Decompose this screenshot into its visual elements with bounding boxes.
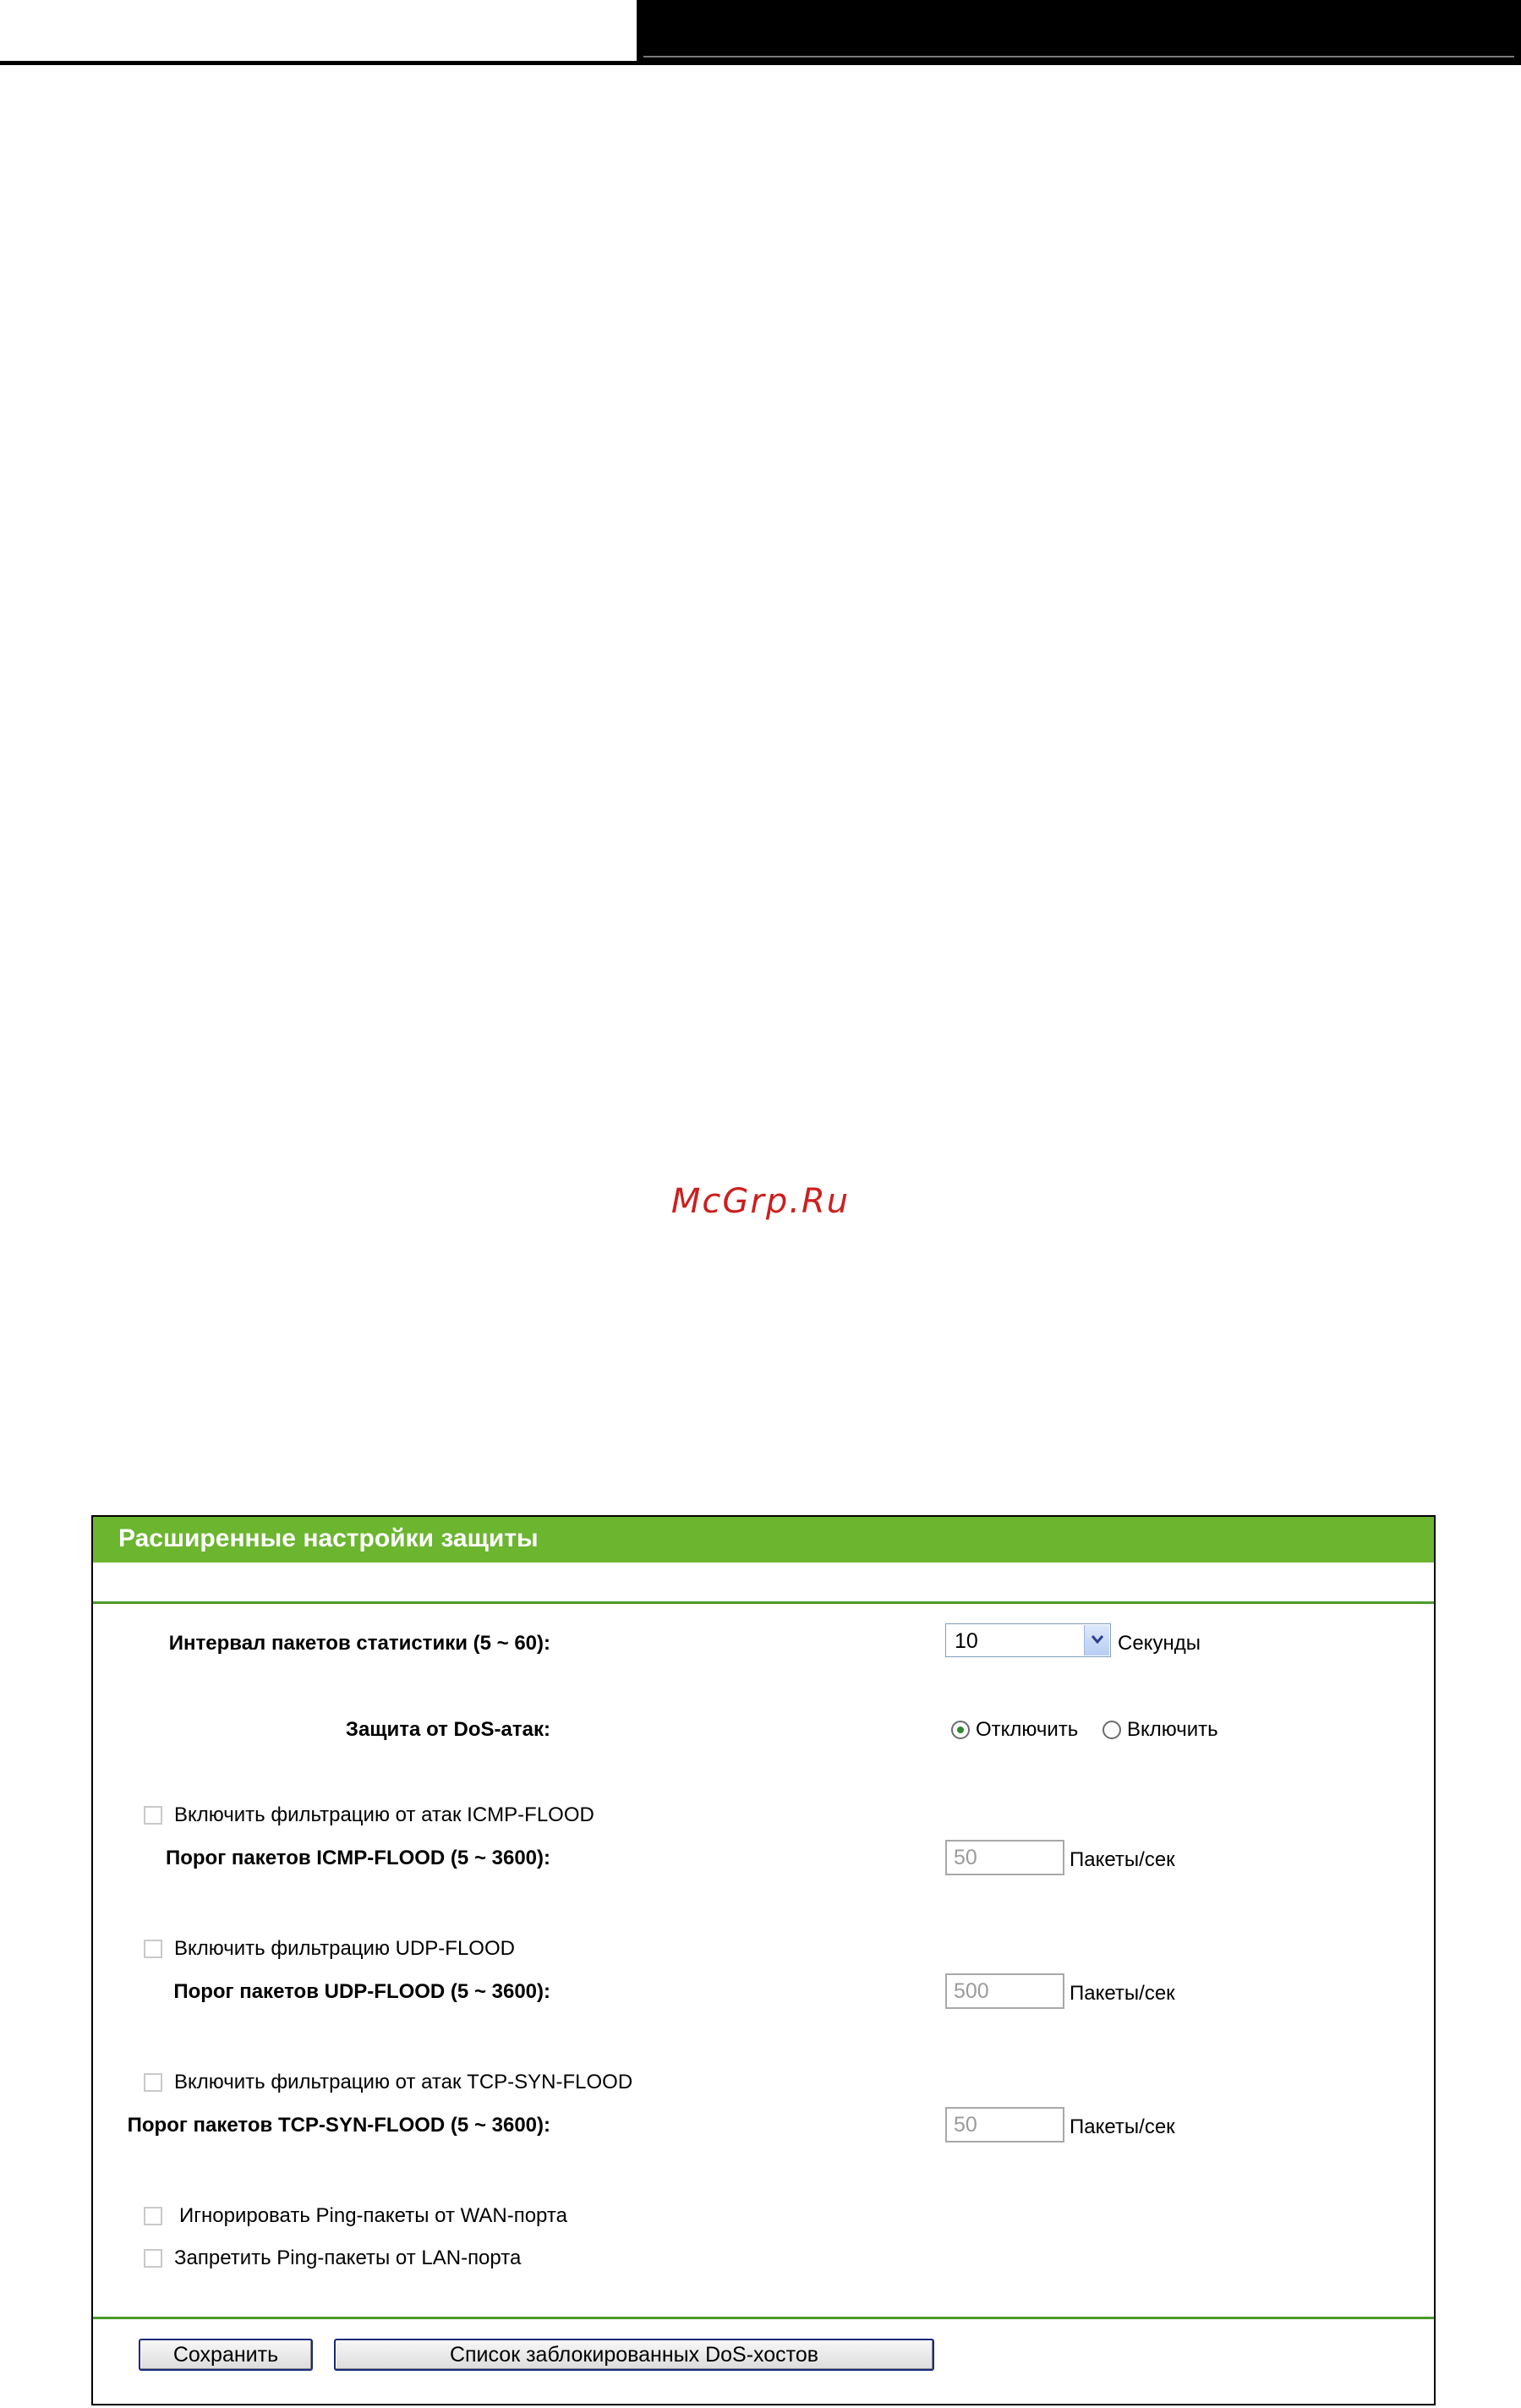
ignore-wan-ping-label: Игнорировать Ping-пакеты от WAN-порта — [179, 2204, 567, 2227]
tcp-syn-flood-enable-label: Включить фильтрацию от атак TCP-SYN-FLOOD — [174, 2071, 633, 2093]
tcp-syn-threshold-label: Порог пакетов TCP-SYN-FLOOD (5 ~ 3600): — [127, 2114, 550, 2137]
ignore-wan-ping-checkbox[interactable] — [144, 2207, 162, 2225]
dos-enable-radio[interactable] — [1102, 1721, 1121, 1739]
forbid-lan-ping-checkbox[interactable] — [144, 2249, 162, 2268]
icmp-threshold-label: Порог пакетов ICMP-FLOOD (5 ~ 3600): — [165, 1847, 550, 1869]
blocked-dos-hosts-button[interactable]: Список заблокированных DoS-хостов — [334, 2339, 934, 2371]
stats-interval-unit: Секунды — [1118, 1632, 1201, 1655]
dos-enable-label: Включить — [1127, 1718, 1218, 1741]
save-button[interactable]: Сохранить — [139, 2339, 313, 2371]
manual-header-bar — [637, 0, 1521, 63]
panel-title: Расширенные настройки защиты — [93, 1517, 1434, 1562]
icmp-flood-enable-label: Включить фильтрацию от атак ICMP-FLOOD — [174, 1803, 594, 1826]
dos-protection-label: Защита от DoS-атак: — [345, 1718, 550, 1741]
tcp-syn-threshold-unit: Пакеты/сек — [1070, 2115, 1175, 2138]
udp-flood-checkbox[interactable] — [144, 1940, 162, 1958]
stats-interval-select[interactable] — [945, 1623, 1111, 1657]
stats-interval-value: 10 — [955, 1629, 978, 1653]
top-separator — [93, 1601, 1434, 1604]
udp-threshold-label: Порог пакетов UDP-FLOOD (5 ~ 3600): — [173, 1980, 550, 2003]
udp-threshold-unit: Пакеты/сек — [1070, 1982, 1175, 2005]
icmp-flood-checkbox[interactable] — [144, 1806, 162, 1825]
dos-disable-label: Отключить — [976, 1718, 1079, 1741]
watermark: McGrp.Ru — [670, 1182, 851, 1221]
udp-threshold-input[interactable]: 500 — [945, 1973, 1064, 2009]
stats-interval-label: Интервал пакетов статистики (5 ~ 60): — [168, 1632, 550, 1655]
dos-disable-radio[interactable] — [951, 1721, 970, 1739]
advanced-security-panel — [91, 1515, 1436, 2405]
forbid-lan-ping-label: Запретить Ping-пакеты от LAN-порта — [174, 2247, 522, 2269]
udp-flood-enable-label: Включить фильтрацию UDP-FLOOD — [174, 1937, 515, 1960]
manual-header-rule — [0, 61, 1521, 65]
tcp-syn-threshold-input[interactable]: 50 — [945, 2107, 1064, 2143]
tcp-syn-flood-checkbox[interactable] — [144, 2073, 162, 2092]
bottom-separator — [93, 2317, 1434, 2319]
icmp-threshold-input[interactable]: 50 — [945, 1840, 1064, 1875]
chevron-down-icon[interactable] — [1084, 1625, 1109, 1656]
icmp-threshold-unit: Пакеты/сек — [1070, 1848, 1175, 1871]
